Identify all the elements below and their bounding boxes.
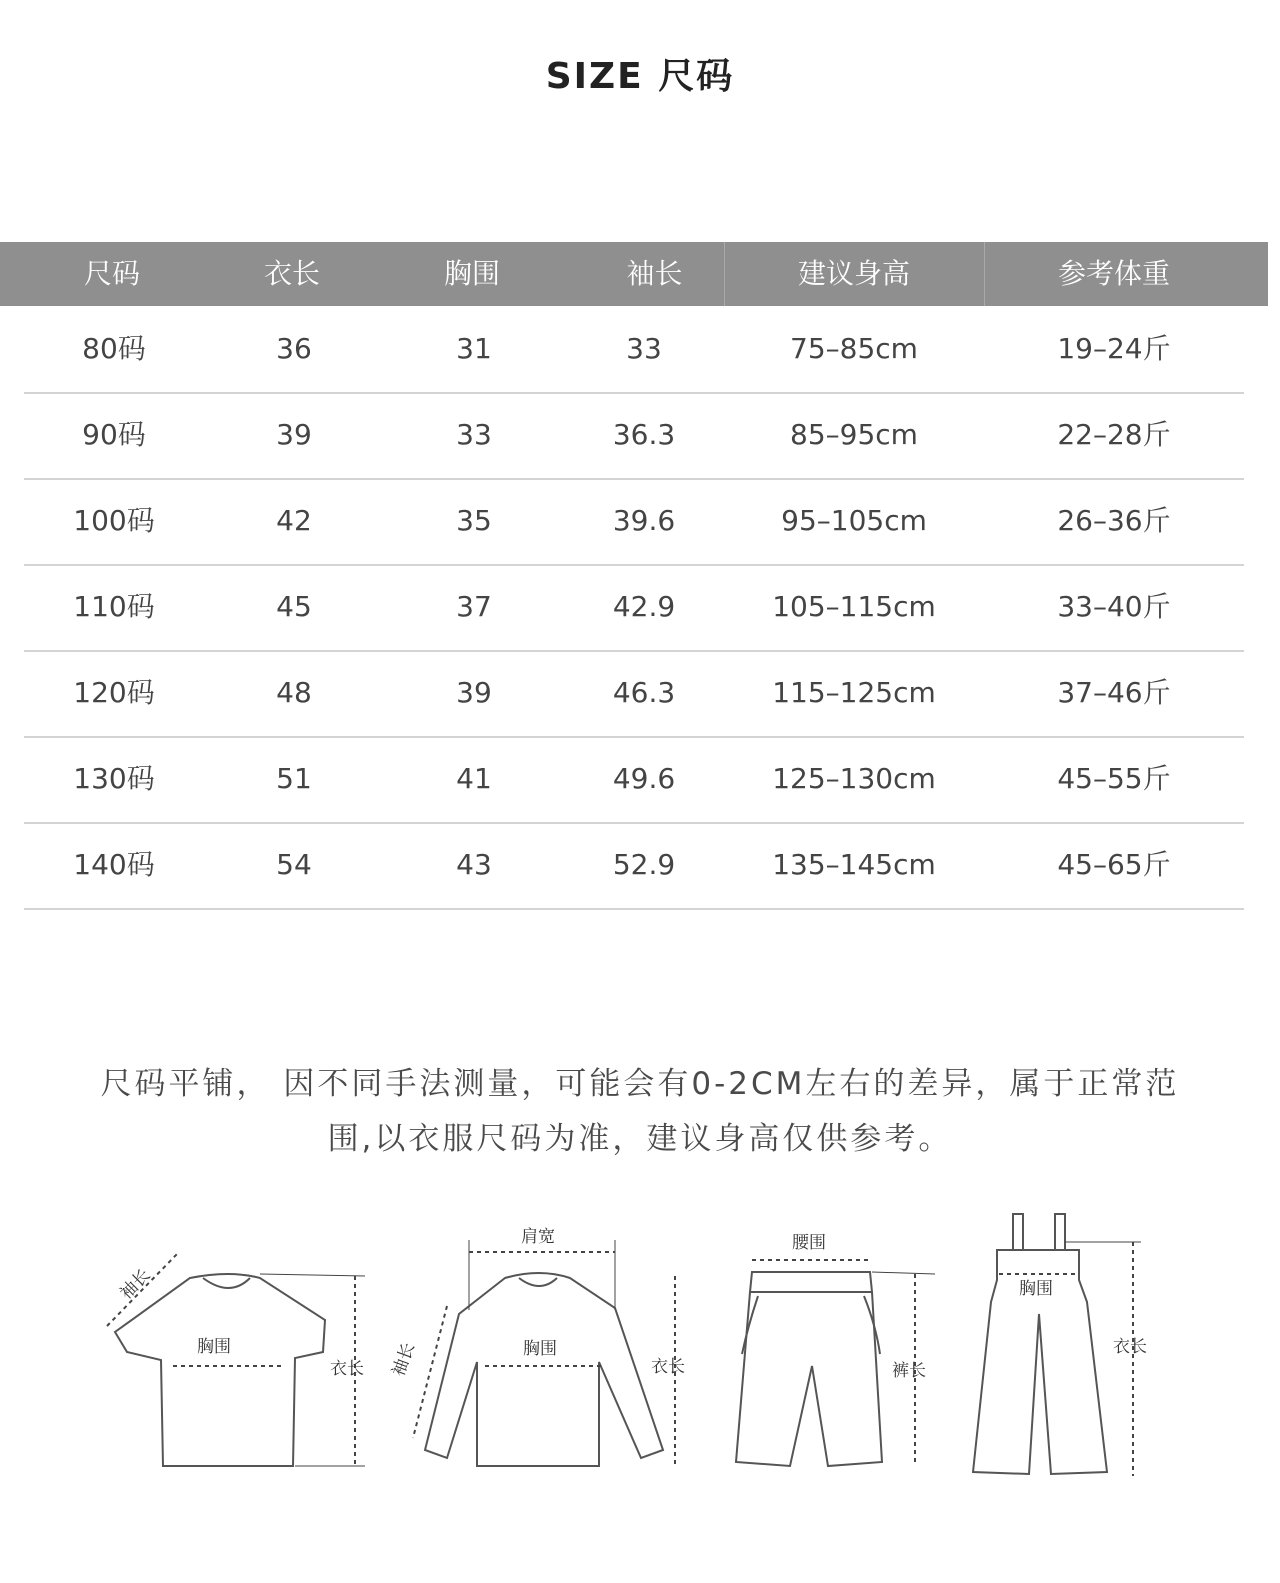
cell-length: 39 [276,418,312,451]
sweatshirt-sleeve-measure [413,1306,447,1438]
cell-size: 140码 [73,848,155,881]
overalls-length-label: 衣长 [1113,1337,1147,1357]
sweatshirt-collar [519,1278,557,1286]
table-row [24,564,1244,652]
cell-length: 54 [276,848,312,881]
header-size: 尺码 [83,257,140,290]
pants-waistband [750,1272,872,1292]
tshirt-sleeve-label: 袖长 [116,1265,155,1304]
cell-sleeve: 36.3 [612,418,676,451]
sweatshirt-shoulder-label: 肩宽 [521,1227,555,1247]
header-weight: 参考体重 [1057,257,1170,290]
cell-weight: 45–55斤 [1057,762,1171,795]
cell-sleeve: 33 [626,332,662,365]
measurement-note-line-1: 尺码平铺， 因不同手法测量，可能会有0-2CM左右的差异，属于正常范 [100,1066,1180,1102]
pants-length-label: 裤长 [892,1361,926,1381]
cell-chest: 37 [456,590,492,623]
table-row [24,650,1244,738]
cell-chest: 31 [456,332,492,365]
cell-sleeve: 42.9 [612,590,676,623]
cell-size: 130码 [73,762,155,795]
tshirt-chest-label: 胸围 [197,1337,231,1357]
cell-chest: 33 [456,418,492,451]
cell-size: 110码 [73,590,155,623]
cell-sleeve: 52.9 [612,848,676,881]
sweatshirt-diagram [388,1222,695,1472]
cell-weight: 22–28斤 [1057,418,1171,451]
tshirt-length-label: 衣长 [330,1359,364,1379]
cell-size: 100码 [73,504,155,537]
pants-waist-label: 腰围 [792,1233,826,1253]
table-row [24,822,1244,910]
table-row [24,306,1244,394]
header-height: 建议身高 [797,257,910,290]
table-header [0,242,1268,306]
measurement-note-line-2: 围,以衣服尺码为准，建议身高仅供参考。 [327,1121,953,1157]
cell-height: 75–85cm [790,332,918,365]
cell-size: 90码 [82,418,146,451]
cell-sleeve: 39.6 [612,504,676,537]
header-chest: 胸围 [443,257,500,290]
table-row [24,392,1244,480]
cell-height: 95–105cm [781,504,927,537]
cell-chest: 43 [456,848,492,881]
overalls-chest-label: 胸围 [1019,1279,1053,1299]
cell-height: 85–95cm [790,418,918,451]
cell-chest: 41 [456,762,492,795]
header-length: 衣长 [263,257,320,290]
table-row [24,478,1244,566]
overalls-straps [1013,1214,1065,1250]
cell-weight: 45–65斤 [1057,848,1171,881]
cell-sleeve: 49.6 [612,762,676,795]
sweatshirt-sleeve-label: 袖长 [388,1340,420,1380]
pants-outline [736,1292,882,1466]
cell-length: 36 [276,332,312,365]
pants-diagram [730,1226,940,1476]
page-title: SIZE 尺码 [545,56,735,97]
cell-weight: 37–46斤 [1057,676,1171,709]
cell-weight: 19–24斤 [1057,332,1171,365]
cell-weight: 26–36斤 [1057,504,1171,537]
cell-chest: 35 [456,504,492,537]
cell-chest: 39 [456,676,492,709]
cell-sleeve: 46.3 [612,676,676,709]
tshirt-outline [115,1274,325,1466]
cell-length: 51 [276,762,312,795]
cell-size: 120码 [73,676,155,709]
cell-length: 48 [276,676,312,709]
cell-height: 135–145cm [772,848,936,881]
cell-height: 105–115cm [772,590,936,623]
sweatshirt-length-label: 衣长 [651,1357,685,1377]
overalls-diagram [965,1206,1155,1486]
sweatshirt-outline [425,1273,663,1466]
tshirt-collar [203,1278,250,1288]
sweatshirt-chest-label: 胸围 [523,1339,557,1359]
cell-weight: 33–40斤 [1057,590,1171,623]
cell-length: 42 [276,504,312,537]
cell-size: 80码 [82,332,146,365]
cell-height: 125–130cm [772,762,936,795]
cell-height: 115–125cm [772,676,936,709]
tshirt-diagram [85,1240,385,1480]
table-row [24,736,1244,824]
header-sleeve: 袖长 [626,257,683,290]
cell-length: 45 [276,590,312,623]
size-table [0,242,1268,306]
pants-pocket-left [742,1296,758,1354]
